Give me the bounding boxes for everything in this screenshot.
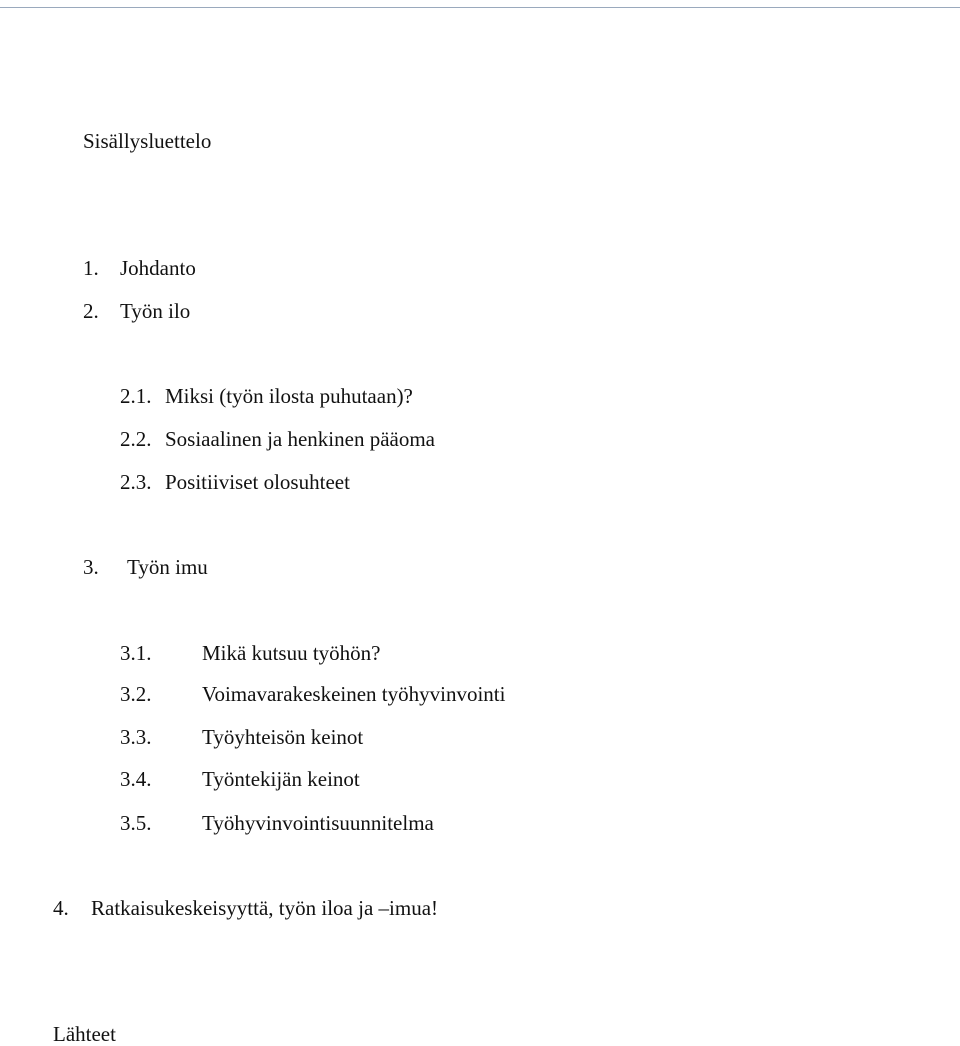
- toc-item-1-label: Johdanto: [120, 256, 196, 280]
- toc-item-2-label: Työn ilo: [120, 299, 191, 323]
- toc-item-3-2-label: Voimavarakeskeinen työhyvinvointi: [202, 682, 506, 706]
- top-border-line: [0, 7, 960, 8]
- toc-item-2-3-label: Positiiviset olosuhteet: [165, 470, 350, 494]
- toc-item-3-4-label: Työntekijän keinot: [202, 767, 360, 791]
- toc-item-2-number: 2.: [83, 299, 99, 323]
- toc-item-3-1-label: Mikä kutsuu työhön?: [202, 641, 381, 665]
- toc-item-4-number: 4.: [53, 896, 69, 920]
- toc-item-2-1-number: 2.1.: [120, 384, 152, 408]
- toc-item-3-3-label: Työyhteisön keinot: [202, 725, 364, 749]
- toc-item-3-number: 3.: [83, 555, 99, 579]
- toc-item-3-5-number: 3.5.: [120, 811, 152, 835]
- references-heading: Lähteet: [53, 1022, 116, 1046]
- toc-item-3-5-label: Työhyvinvointisuunnitelma: [202, 811, 434, 835]
- toc-title: Sisällysluettelo: [83, 129, 212, 153]
- toc-item-3-2-number: 3.2.: [120, 682, 152, 706]
- toc-item-2-2-label: Sosiaalinen ja henkinen pääoma: [165, 427, 435, 451]
- toc-item-4-label: Ratkaisukeskeisyyttä, työn iloa ja –imua!: [91, 896, 439, 920]
- toc-item-2-1-label: Miksi (työn ilosta puhutaan)?: [165, 384, 413, 408]
- toc-item-1-number: 1.: [83, 256, 99, 280]
- toc-item-2-2-number: 2.2.: [120, 427, 152, 451]
- toc-item-3-4-number: 3.4.: [120, 767, 152, 791]
- toc-item-3-3-number: 3.3.: [120, 725, 152, 749]
- toc-item-3-1-number: 3.1.: [120, 641, 152, 665]
- toc-item-3-label: Työn imu: [127, 555, 208, 579]
- toc-item-2-3-number: 2.3.: [120, 470, 152, 494]
